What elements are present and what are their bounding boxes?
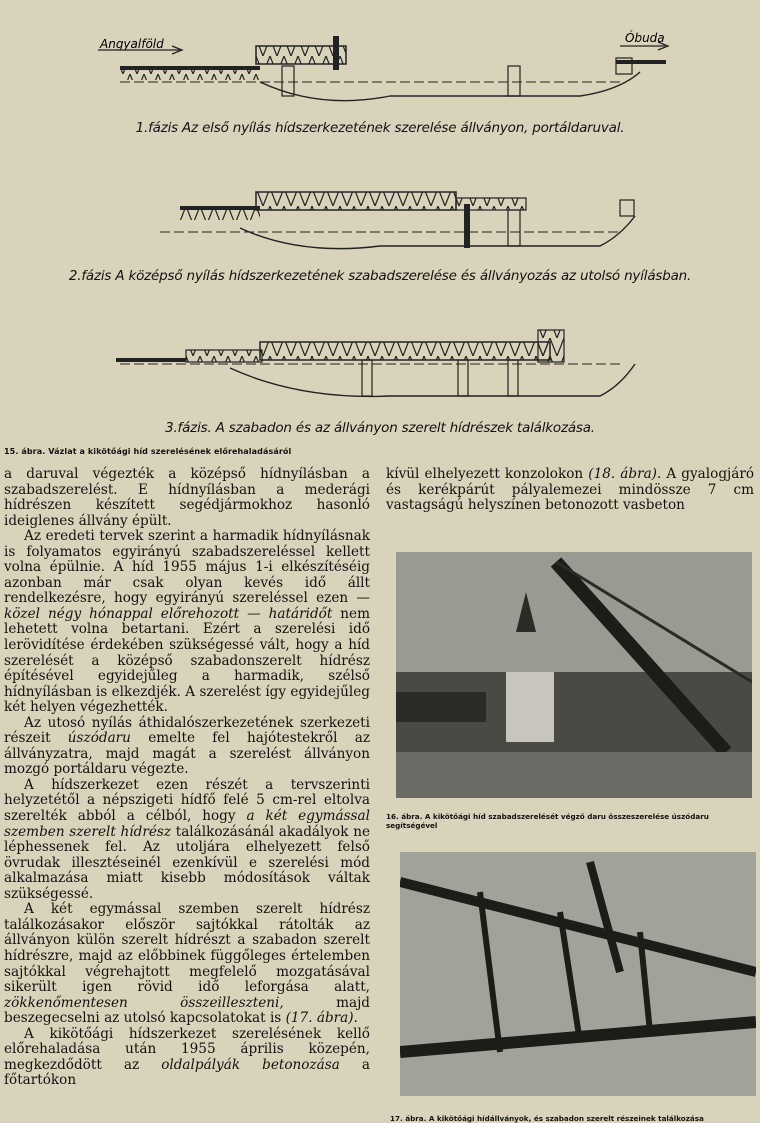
- paragraph: A két egymással szemben szerelt hídrész találkozásakor először sajtókkal rátolták az állványon külön szerelt hídrészt a szabadon szerelt hídrészre, majd az előbbinek függőleges értelemben sajtókkal végrehajtott megfelelő mozgatásával sikerült igen rövid idő leforgása alatt, zökkenőmentesen összeilleszteni, majd beszegecselni az utolsó kapcsolatokat is (17. ábra).: [4, 901, 370, 1027]
- figure-17-photo: [400, 852, 756, 1096]
- phase2-sketch: [160, 192, 635, 249]
- crane-photo: [396, 552, 752, 798]
- phase3-caption: 3.fázis. A szabadon és az állványon szerelt hídrészek találkozása.: [165, 420, 595, 436]
- figure-17-caption: 17. ábra. A kikötőági hídállványok, és szabadon szerelt részeinek találkozása: [390, 1114, 704, 1123]
- phase3-sketch: [116, 330, 635, 396]
- paragraph: a daruval végezték a középső hídnyílásban a szabadszerelést. E hídnyílásban a mederági hídrészen készített segédjármokhoz hasonló ideiglenes állvány épült.: [4, 466, 370, 529]
- paragraph: A hídszerkezet ezen részét a tervszerinti helyzetétől a népszigeti hídfő felé 5 cm-rel eltolva szerelték abból a célból, hogy a két egymással szemben szerelt hídrész találkozásánál akadályok ne léphessenek fel. Az utoljára elhelyezett felső övrudak illesztéseinél ezenkívül e szerelési mód alkalmazása miatt kisebb módosítások váltak szükségessé.: [4, 776, 370, 902]
- label-angyalfold: Angyalföld: [100, 37, 164, 51]
- phase2-caption: 2.fázis A középső nyílás hídszerkezetének szabadszerelése és állványozás az utolsó nyílásban.: [68, 268, 692, 284]
- paragraph: Az utosó nyílás áthidalószerkezetének szerkezeti részeit úszódaru emelte fel hajótestekről az állványzatra, majd magát a szerelést állványon mozgó portáldaru végezte.: [4, 714, 370, 778]
- label-obuda: Óbuda: [625, 31, 665, 45]
- phase1-sketch: [98, 30, 668, 101]
- paragraph: A kikötőági hídszerkezet szerelésének kellő előrehaladása után 1955 április közepén, megkezdődött az oldalpályák betonozása a főtartókon: [4, 1025, 370, 1089]
- bridge-junction-photo: [400, 852, 756, 1096]
- figure-16-photo: [396, 552, 752, 798]
- figure-16-caption: 16. ábra. A kikötőági híd szabadszerelését végző daru összeszerelése úszódaru segítségével: [386, 812, 709, 830]
- left-text-column: [4, 467, 370, 1089]
- bridge-sketch: [60, 20, 700, 440]
- assembly-phases-diagram: [60, 20, 700, 440]
- phase1-caption: 1.fázis Az első nyílás hídszerkezetének szerelése állványon, portáldaruval.: [135, 120, 625, 136]
- paragraph: Az eredeti tervek szerint a harmadik hídnyílásnak is folyamatos egyirányú szabadszereléssel kellett volna épülnie. A híd 1955 május 1-i elkészítéséig azonban már csak olyan kevés idő állt rendelkezésre, hogy egyirányú szereléssel ezen — közel négy hónappal előrehozott — határidőt nem lehetett volna betartani. Ezért a szerelési idő lerövidítése érdekében szükségessé vált, hogy a híd szerelését a középső szabadonszerelt hídrész építésével egyidejűleg a harmadik, szélső hídnyílásban is elkezdjék. A szerelést így egyidejűleg két helyen végezhették.: [4, 528, 370, 716]
- figure-15-caption: 15. ábra. Vázlat a kikötőági híd szerelésének előrehaladásáról: [4, 447, 292, 456]
- paragraph: kívül elhelyezett konzolokon (18. ábra). A gyalogjáró és kerékpárút pályalemezei mindössze 7 cm vastagságú helyszínen betonozott vasbeton: [386, 466, 755, 514]
- right-text-column: [386, 467, 754, 514]
